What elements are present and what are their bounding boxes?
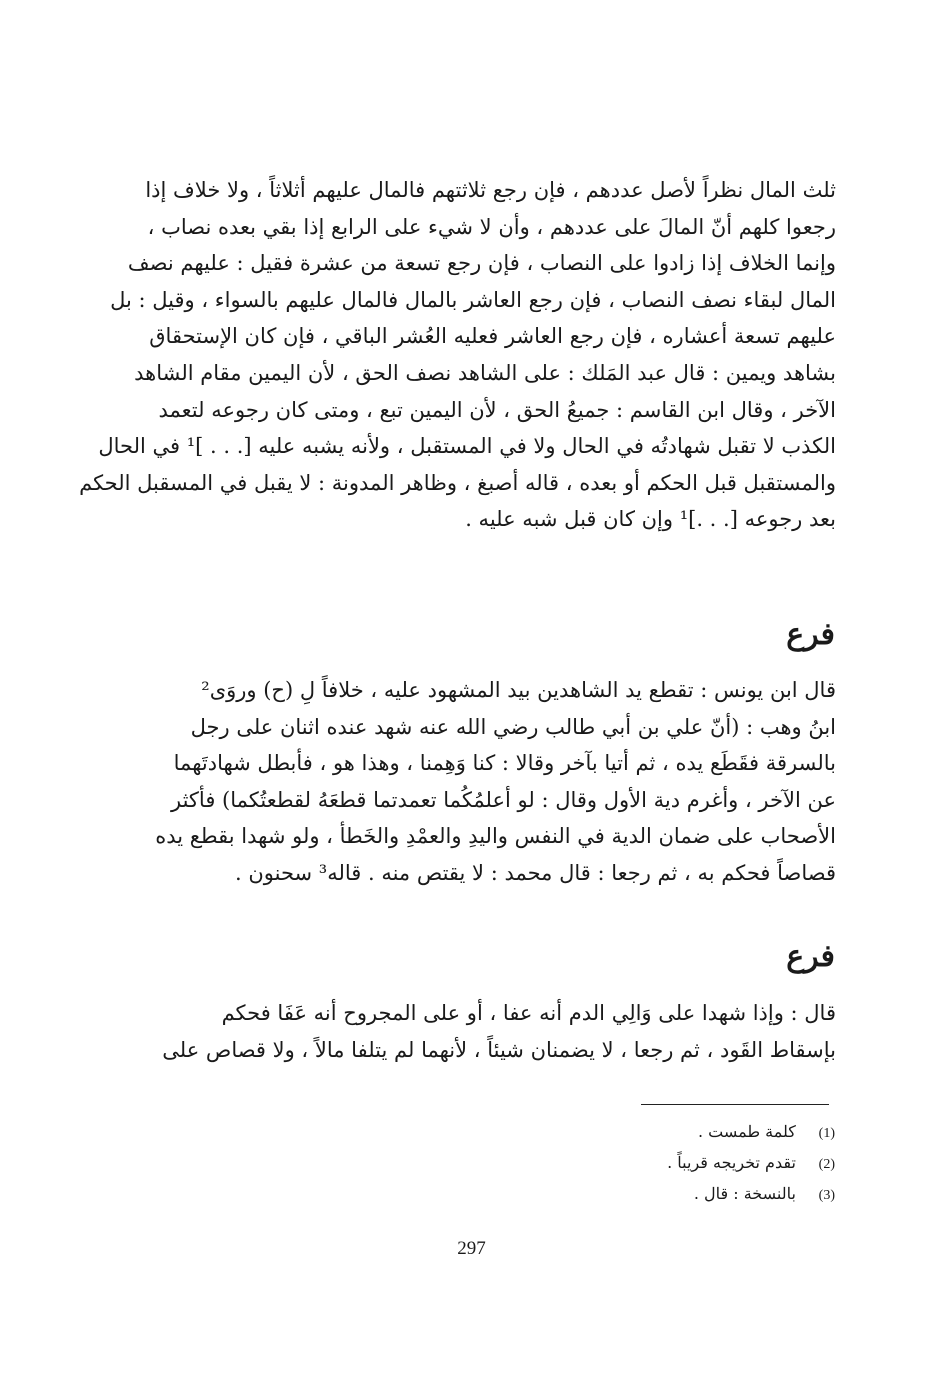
text-line: وإنما الخلاف إذا زادوا على النصاب ، فإن رجع تسعة من عشرة فقيل : عليهم نصف [127,251,836,276]
text-line: بعد رجوعه [. . .]¹ وإن كان قبل شبه عليه . [465,507,836,532]
footnote-text: بالنسخة : قال . [693,1184,796,1203]
text-line: قال ابن يونس : تقطع يد الشاهدين بيد المشهود عليه ، خلافاً لِ (ح) وروَى² [201,678,836,702]
text-line: قصاصاً فحكم به ، ثم رجعا : قال محمد : لا يقتص منه . قاله³ سحنون . [234,860,836,885]
text-line: عن الآخر ، وأغرم دية الأول وقال : لو أعلمُكُما تعمدتما قطعَهُ لقطعتُكما) فأكثر [171,787,836,812]
text-line: والمستقبل قبل الحكم أو بعده ، قاله أصبغ ، وظاهر المدونة : لا يقبل في المسقبل الحكم [79,470,836,495]
text-line: الآخر ، وقال ابن القاسم : جميعُ الحق ، لأن اليمين تبع ، ومتى كان رجوعه لتعمد [158,397,836,422]
section-heading: فرع [786,617,835,652]
section-heading: فرع [786,939,835,974]
text-line: ابنُ وهب : (أنّ علي بن أبي طالب رضي الله عنه شهد عنده اثنان على رجل [190,714,836,739]
text-line: قال : وإذا شهدا على وَالِي الدم أنه عفا ، أو على المجروح أنه عَفَا فحكم [221,1001,836,1025]
footnote-item [667,1148,835,1179]
text-line: عليهم تسعة أعشاره ، فإن رجع العاشر فعليه العُشر الباقي ، فإن كان الإستحقاق [149,324,836,349]
footnote-number: (3) [818,1188,835,1203]
paragraph-1 [79,172,836,538]
text-line: بإسقاط القَود ، ثم رجعا ، لا يضمنان شيئاً ، لأنهما لم يتلفا مالاً ، ولا قصاص على [162,1037,836,1062]
footnotes [667,1117,835,1210]
text-line: بالسرقة فقَطَع يده ، ثم أتيا بآخر وقالا : كنا وَهِمنا ، وهذا هو ، فأبطل شهادتَهما [173,751,836,776]
footnote-item [667,1179,835,1210]
text-line: ثلث المال نظراً لأصل عددهم ، فإن رجع ثلاثتهم فالمال عليهم أثلاثاً ، ولا خلاف إذا [145,178,836,202]
text-line: رجعوا كلهم أنّ المالَ على عددهم ، وأن لا شيء على الرابع إذا بقي بعده نصاب ، [147,214,836,239]
paragraph-3 [160,995,836,1068]
footnote-text: كلمة طمست . [697,1122,796,1141]
page-number: 297 [457,1238,486,1259]
text-line: بشاهد ويمين : قال عبد المَلك : على الشاهد نصف الحق ، لأن اليمين مقام الشاهد [134,360,836,385]
text-line: الأصحاب على ضمان الدية في النفس واليدِ والعمْدِ والخَطأ ، ولو شهدا بقطع يده [155,824,836,849]
paragraph-2 [155,672,836,892]
footnote-item [667,1117,835,1148]
text-line: المال لبقاء نصف النصاب ، فإن رجع العاشر بالمال فالمال عليهم بالسواء ، وقيل : بل [110,287,836,312]
text-line: الكذب لا تقبل شهادتُه في الحال ولا في المستقبل ، ولأنه يشبه عليه [. . . ]¹ في الحال [98,434,836,459]
footnote-text: تقدم تخريجه قريباً . [667,1153,796,1172]
footnote-number: (1) [818,1126,835,1141]
footnote-divider [641,1104,829,1105]
footnote-number: (2) [818,1157,835,1172]
